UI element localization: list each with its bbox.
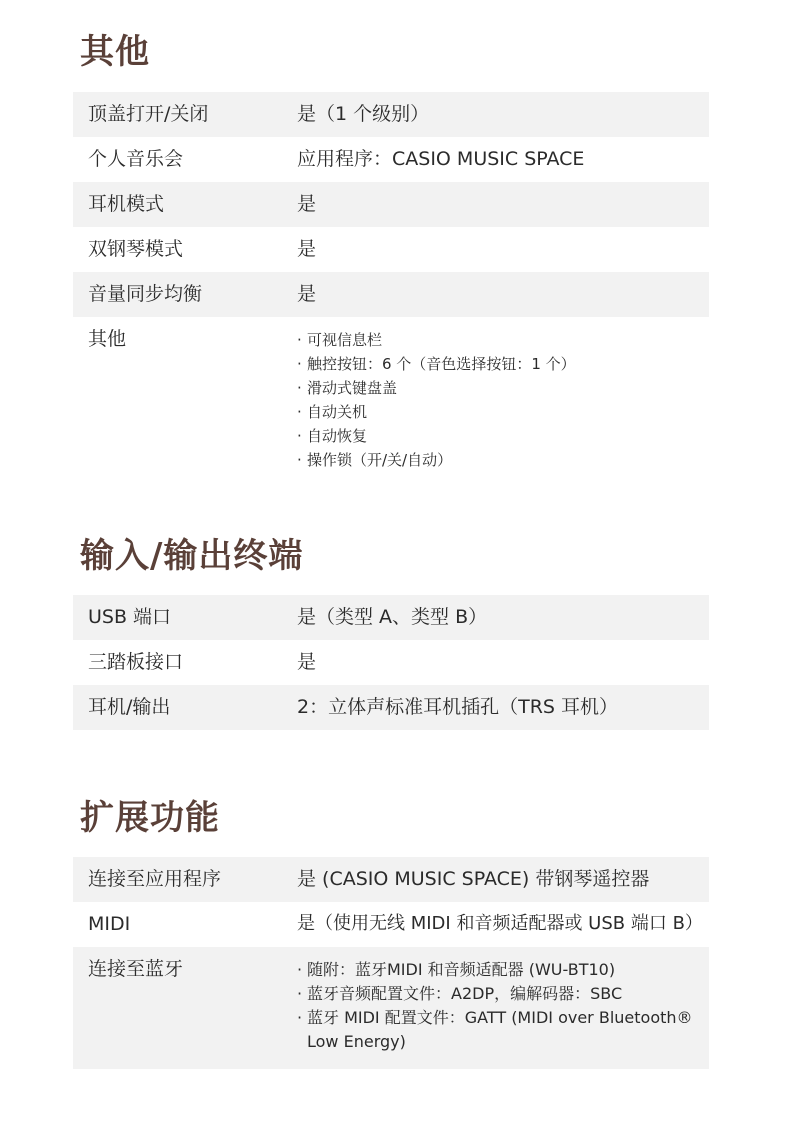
row-value: 是 bbox=[297, 651, 317, 673]
row-label: 音量同步均衡 bbox=[88, 283, 203, 305]
row-label: MIDI bbox=[88, 913, 131, 935]
list-item: · 随附：蓝牙MIDI 和音频适配器 (WU-BT10) bbox=[297, 960, 616, 979]
table-row bbox=[73, 685, 709, 730]
row-label: 三踏板接口 bbox=[88, 651, 184, 673]
bullet-list bbox=[297, 947, 709, 1068]
row-value bbox=[297, 317, 709, 483]
table-row bbox=[73, 947, 709, 1069]
bullet-list bbox=[297, 317, 709, 484]
list-item: · 可视信息栏 bbox=[297, 331, 383, 349]
row-value: 是（使用无线 MIDI 和音频适配器或 USB 端口 B） bbox=[297, 913, 703, 934]
row-value: 2：立体声标准耳机插孔（TRS 耳机） bbox=[297, 696, 618, 718]
table-row bbox=[73, 857, 709, 902]
row-label: 其他 bbox=[88, 328, 127, 350]
row-label: 个人音乐会 bbox=[88, 148, 184, 170]
row-label: 连接至蓝牙 bbox=[88, 958, 184, 980]
table-row bbox=[73, 272, 709, 317]
row-label: 耳机模式 bbox=[88, 193, 165, 215]
table-row bbox=[73, 902, 709, 947]
list-item: · 自动关机 bbox=[297, 403, 368, 421]
row-value: 是 bbox=[297, 283, 317, 305]
table-row bbox=[73, 137, 709, 182]
table-row bbox=[73, 640, 709, 685]
row-value: 应用程序：CASIO MUSIC SPACE bbox=[297, 148, 585, 170]
table-row bbox=[73, 317, 709, 483]
row-value: 是 bbox=[297, 238, 317, 260]
list-item: · 蓝牙音频配置文件：A2DP，编解码器：SBC bbox=[297, 984, 623, 1003]
row-label: 顶盖打开/关闭 bbox=[88, 103, 209, 125]
list-item: · 操作锁（开/关/自动） bbox=[297, 451, 453, 469]
row-label: USB 端口 bbox=[88, 606, 172, 628]
section-title-io: 输入/输出终端 bbox=[80, 536, 304, 576]
table-row bbox=[73, 182, 709, 227]
row-value: 是（1 个级别） bbox=[297, 103, 430, 125]
section-title-extensions: 扩展功能 bbox=[80, 798, 220, 838]
row-label: 连接至应用程序 bbox=[88, 868, 222, 890]
table-row bbox=[73, 227, 709, 272]
spec-table-io bbox=[73, 595, 709, 730]
section-title-other: 其他 bbox=[80, 32, 150, 72]
row-value: 是（类型 A、类型 B） bbox=[297, 606, 488, 628]
list-item: · 自动恢复 bbox=[297, 427, 368, 445]
row-value: 是 (CASIO MUSIC SPACE) 带钢琴遥控器 bbox=[297, 868, 650, 890]
spec-table-extensions bbox=[73, 857, 709, 1069]
list-item: · 触控按钮：6 个（音色选择按钮：1 个） bbox=[297, 355, 576, 373]
table-row bbox=[73, 92, 709, 137]
table-row bbox=[73, 595, 709, 640]
list-item: · 蓝牙 MIDI 配置文件：GATT (MIDI over Bluetooth® Low Energy) bbox=[297, 1008, 693, 1051]
row-label: 双钢琴模式 bbox=[88, 238, 184, 260]
row-label: 耳机/输出 bbox=[88, 696, 171, 718]
list-item: · 滑动式键盘盖 bbox=[297, 379, 398, 397]
row-value bbox=[297, 947, 709, 1069]
spec-table-other bbox=[73, 92, 709, 483]
row-value: 是 bbox=[297, 193, 317, 215]
